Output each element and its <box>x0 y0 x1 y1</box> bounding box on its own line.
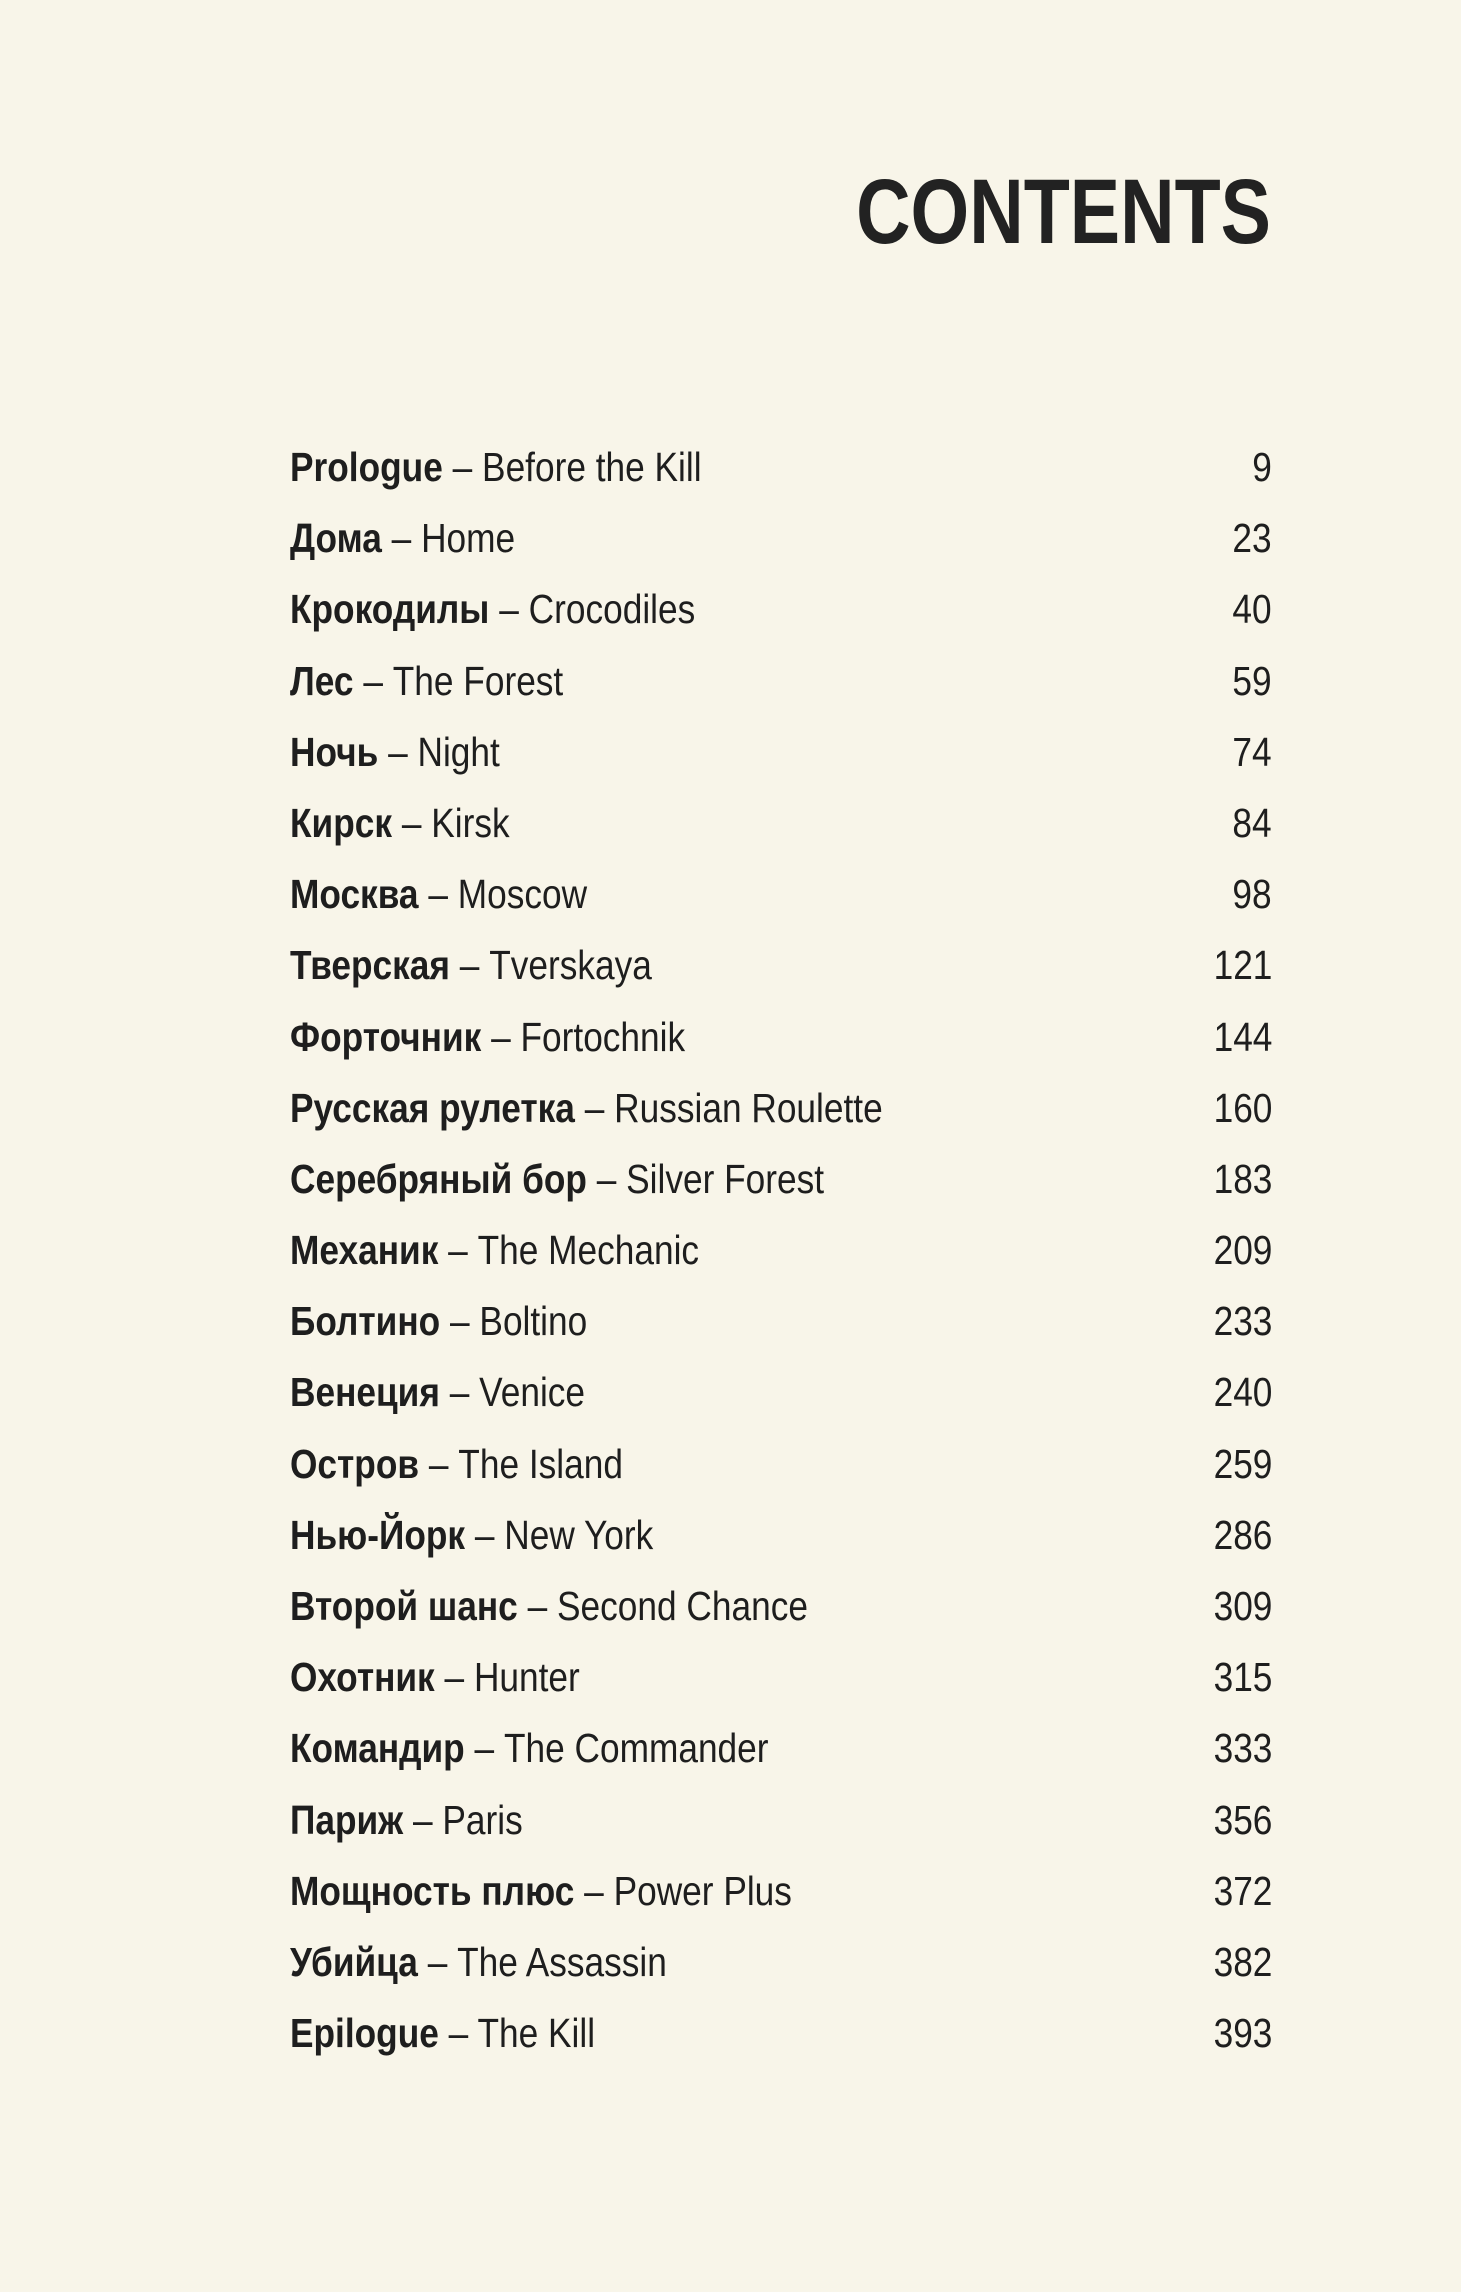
entry-russian-title: Командир <box>290 1725 465 1772</box>
entry-page-number: 393 <box>1213 2010 1272 2057</box>
toc-entry <box>290 717 1272 788</box>
entry-separator: – <box>474 1725 495 1772</box>
entry-english-title: The Assassin <box>457 1938 667 1985</box>
entry-label <box>290 1073 883 1144</box>
entry-page-number: 84 <box>1232 799 1272 846</box>
entry-separator: – <box>444 1654 465 1701</box>
entry-russian-title: Prologue <box>290 444 443 490</box>
entry-separator: – <box>428 1440 449 1487</box>
entry-russian-title: Остров <box>290 1440 420 1487</box>
toc-entry <box>290 646 1272 717</box>
entry-russian-title: Мощность плюс <box>290 1867 575 1914</box>
entry-english-title: Paris <box>442 1796 523 1843</box>
entry-english-title: Russian Roulette <box>614 1084 883 1131</box>
entry-label <box>290 1998 595 2069</box>
entry-separator: – <box>584 1084 605 1131</box>
entry-russian-title: Ночь <box>290 728 379 775</box>
entry-english-title: Home <box>421 515 516 562</box>
entry-russian-title: Болтино <box>290 1298 441 1345</box>
entry-label <box>290 1002 685 1073</box>
entry-english-title: Fortochnik <box>520 1013 686 1060</box>
toc-entry <box>290 1286 1272 1357</box>
entry-page-number: 356 <box>1213 1796 1272 1843</box>
entry-page-number: 286 <box>1213 1511 1272 1558</box>
entry-russian-title: Кирск <box>290 799 393 846</box>
toc-entry <box>290 1073 1272 1144</box>
toc-entry <box>290 1856 1272 1927</box>
entry-english-title: The Island <box>458 1440 623 1487</box>
entry-english-title: Kirsk <box>431 799 510 846</box>
entry-separator: – <box>363 657 383 704</box>
entry-russian-title: Русская рулетка <box>290 1084 575 1131</box>
entry-page-number: 309 <box>1213 1583 1272 1629</box>
entry-label <box>290 1357 585 1428</box>
toc-entry <box>290 503 1272 574</box>
entry-russian-title: Охотник <box>290 1654 435 1701</box>
entry-page-number: 333 <box>1213 1725 1272 1772</box>
entry-page-number: 9 <box>1252 444 1272 490</box>
entry-russian-title: Серебряный бор <box>290 1155 587 1202</box>
entry-separator: – <box>450 1298 470 1345</box>
entry-english-title: Tverskaya <box>489 942 652 989</box>
entry-page-number: 98 <box>1232 871 1272 918</box>
entry-separator: – <box>412 1796 433 1843</box>
entry-english-title: Venice <box>479 1369 586 1416</box>
entry-russian-title: Epilogue <box>290 2010 439 2057</box>
entry-english-title: New York <box>504 1511 654 1558</box>
entry-russian-title: Дома <box>290 515 382 562</box>
entry-page-number: 144 <box>1213 1013 1272 1060</box>
entry-english-title: Power Plus <box>613 1867 792 1914</box>
toc-entry <box>290 574 1272 645</box>
entry-english-title: Hunter <box>473 1654 580 1701</box>
entry-separator: – <box>448 1227 468 1274</box>
entry-russian-title: Нью-Йорк <box>290 1511 466 1558</box>
entry-label <box>290 859 587 930</box>
entry-label <box>290 503 515 574</box>
toc-entry <box>290 1785 1272 1856</box>
page-title: CONTENTS <box>856 161 1271 263</box>
toc-entry <box>290 1642 1272 1713</box>
entry-page-number: 160 <box>1213 1084 1272 1131</box>
entry-page-number: 372 <box>1213 1867 1272 1914</box>
entry-page-number: 240 <box>1213 1369 1272 1416</box>
toc-entry <box>290 1429 1272 1500</box>
entry-label <box>290 574 695 645</box>
entry-english-title: The Commander <box>503 1725 769 1772</box>
entry-label <box>290 1713 769 1784</box>
entry-page-number: 259 <box>1213 1440 1272 1487</box>
entry-separator: – <box>459 942 480 989</box>
entry-page-number: 59 <box>1232 657 1272 704</box>
entry-label <box>290 788 510 859</box>
entry-label <box>290 1785 523 1856</box>
toc-entry <box>290 1215 1272 1286</box>
entry-separator: – <box>499 586 519 633</box>
entry-english-title: Crocodiles <box>528 586 696 633</box>
entry-russian-title: Тверская <box>290 942 451 989</box>
toc-entry <box>290 1713 1272 1784</box>
entry-label <box>290 1642 580 1713</box>
entry-label <box>290 1856 792 1927</box>
toc-entry <box>290 1500 1272 1571</box>
entry-page-number: 23 <box>1232 515 1272 562</box>
toc-entry <box>290 788 1272 859</box>
toc-entry <box>290 1927 1272 1998</box>
entry-separator: – <box>596 1155 617 1202</box>
entry-separator: – <box>388 728 408 775</box>
entry-russian-title: Москва <box>290 871 419 918</box>
entry-separator: – <box>527 1583 548 1629</box>
entry-separator: – <box>428 871 448 918</box>
entry-english-title: The Kill <box>477 2010 596 2057</box>
entry-separator: – <box>449 1369 470 1416</box>
entry-label <box>290 717 500 788</box>
entry-russian-title: Форточник <box>290 1013 482 1060</box>
toc-entry <box>290 1144 1272 1215</box>
entry-russian-title: Венеция <box>290 1369 440 1416</box>
entry-english-title: The Mechanic <box>477 1227 700 1274</box>
toc-entry <box>290 859 1272 930</box>
entry-label <box>290 1144 824 1215</box>
entry-separator: – <box>448 2010 469 2057</box>
entry-english-title: Before the Kill <box>482 444 702 490</box>
entry-russian-title: Крокодилы <box>290 586 490 633</box>
entry-page-number: 382 <box>1213 1938 1272 1985</box>
toc-entry <box>290 1571 1272 1642</box>
entry-separator: – <box>474 1511 495 1558</box>
entry-page-number: 233 <box>1213 1298 1272 1345</box>
toc-entry <box>290 1998 1272 2069</box>
entry-label <box>290 646 563 717</box>
entry-russian-title: Париж <box>290 1796 404 1843</box>
entry-english-title: Second Chance <box>557 1583 808 1629</box>
entry-separator: – <box>391 515 412 562</box>
toc-entry <box>290 1002 1272 1073</box>
entry-english-title: The Forest <box>392 657 564 704</box>
entry-label <box>290 930 652 1001</box>
entry-english-title: Silver Forest <box>626 1155 825 1202</box>
entry-russian-title: Второй шанс <box>290 1583 518 1629</box>
entry-label <box>290 432 702 503</box>
entry-separator: – <box>452 444 473 490</box>
entry-page-number: 315 <box>1213 1654 1272 1701</box>
entry-separator: – <box>401 799 422 846</box>
entry-label <box>290 1571 808 1642</box>
entry-english-title: Moscow <box>457 871 588 918</box>
entry-russian-title: Лес <box>290 657 354 704</box>
entry-label <box>290 1429 623 1500</box>
entry-russian-title: Механик <box>290 1227 439 1274</box>
entry-separator: – <box>427 1938 448 1985</box>
toc-entry <box>290 432 1272 503</box>
entry-separator: – <box>584 1867 604 1914</box>
entry-page-number: 40 <box>1232 586 1272 633</box>
toc-entry <box>290 930 1272 1001</box>
entry-page-number: 121 <box>1213 942 1272 989</box>
toc-entry <box>290 1357 1272 1428</box>
entry-label <box>290 1286 587 1357</box>
entry-page-number: 74 <box>1232 728 1272 775</box>
entry-english-title: Night <box>417 728 500 775</box>
entry-english-title: Boltino <box>479 1298 588 1345</box>
entry-page-number: 209 <box>1213 1227 1272 1274</box>
table-of-contents <box>290 432 1272 2069</box>
entry-label <box>290 1927 667 1998</box>
entry-russian-title: Убийца <box>290 1938 418 1985</box>
entry-label <box>290 1215 699 1286</box>
entry-separator: – <box>491 1013 511 1060</box>
entry-label <box>290 1500 653 1571</box>
entry-page-number: 183 <box>1213 1155 1272 1202</box>
